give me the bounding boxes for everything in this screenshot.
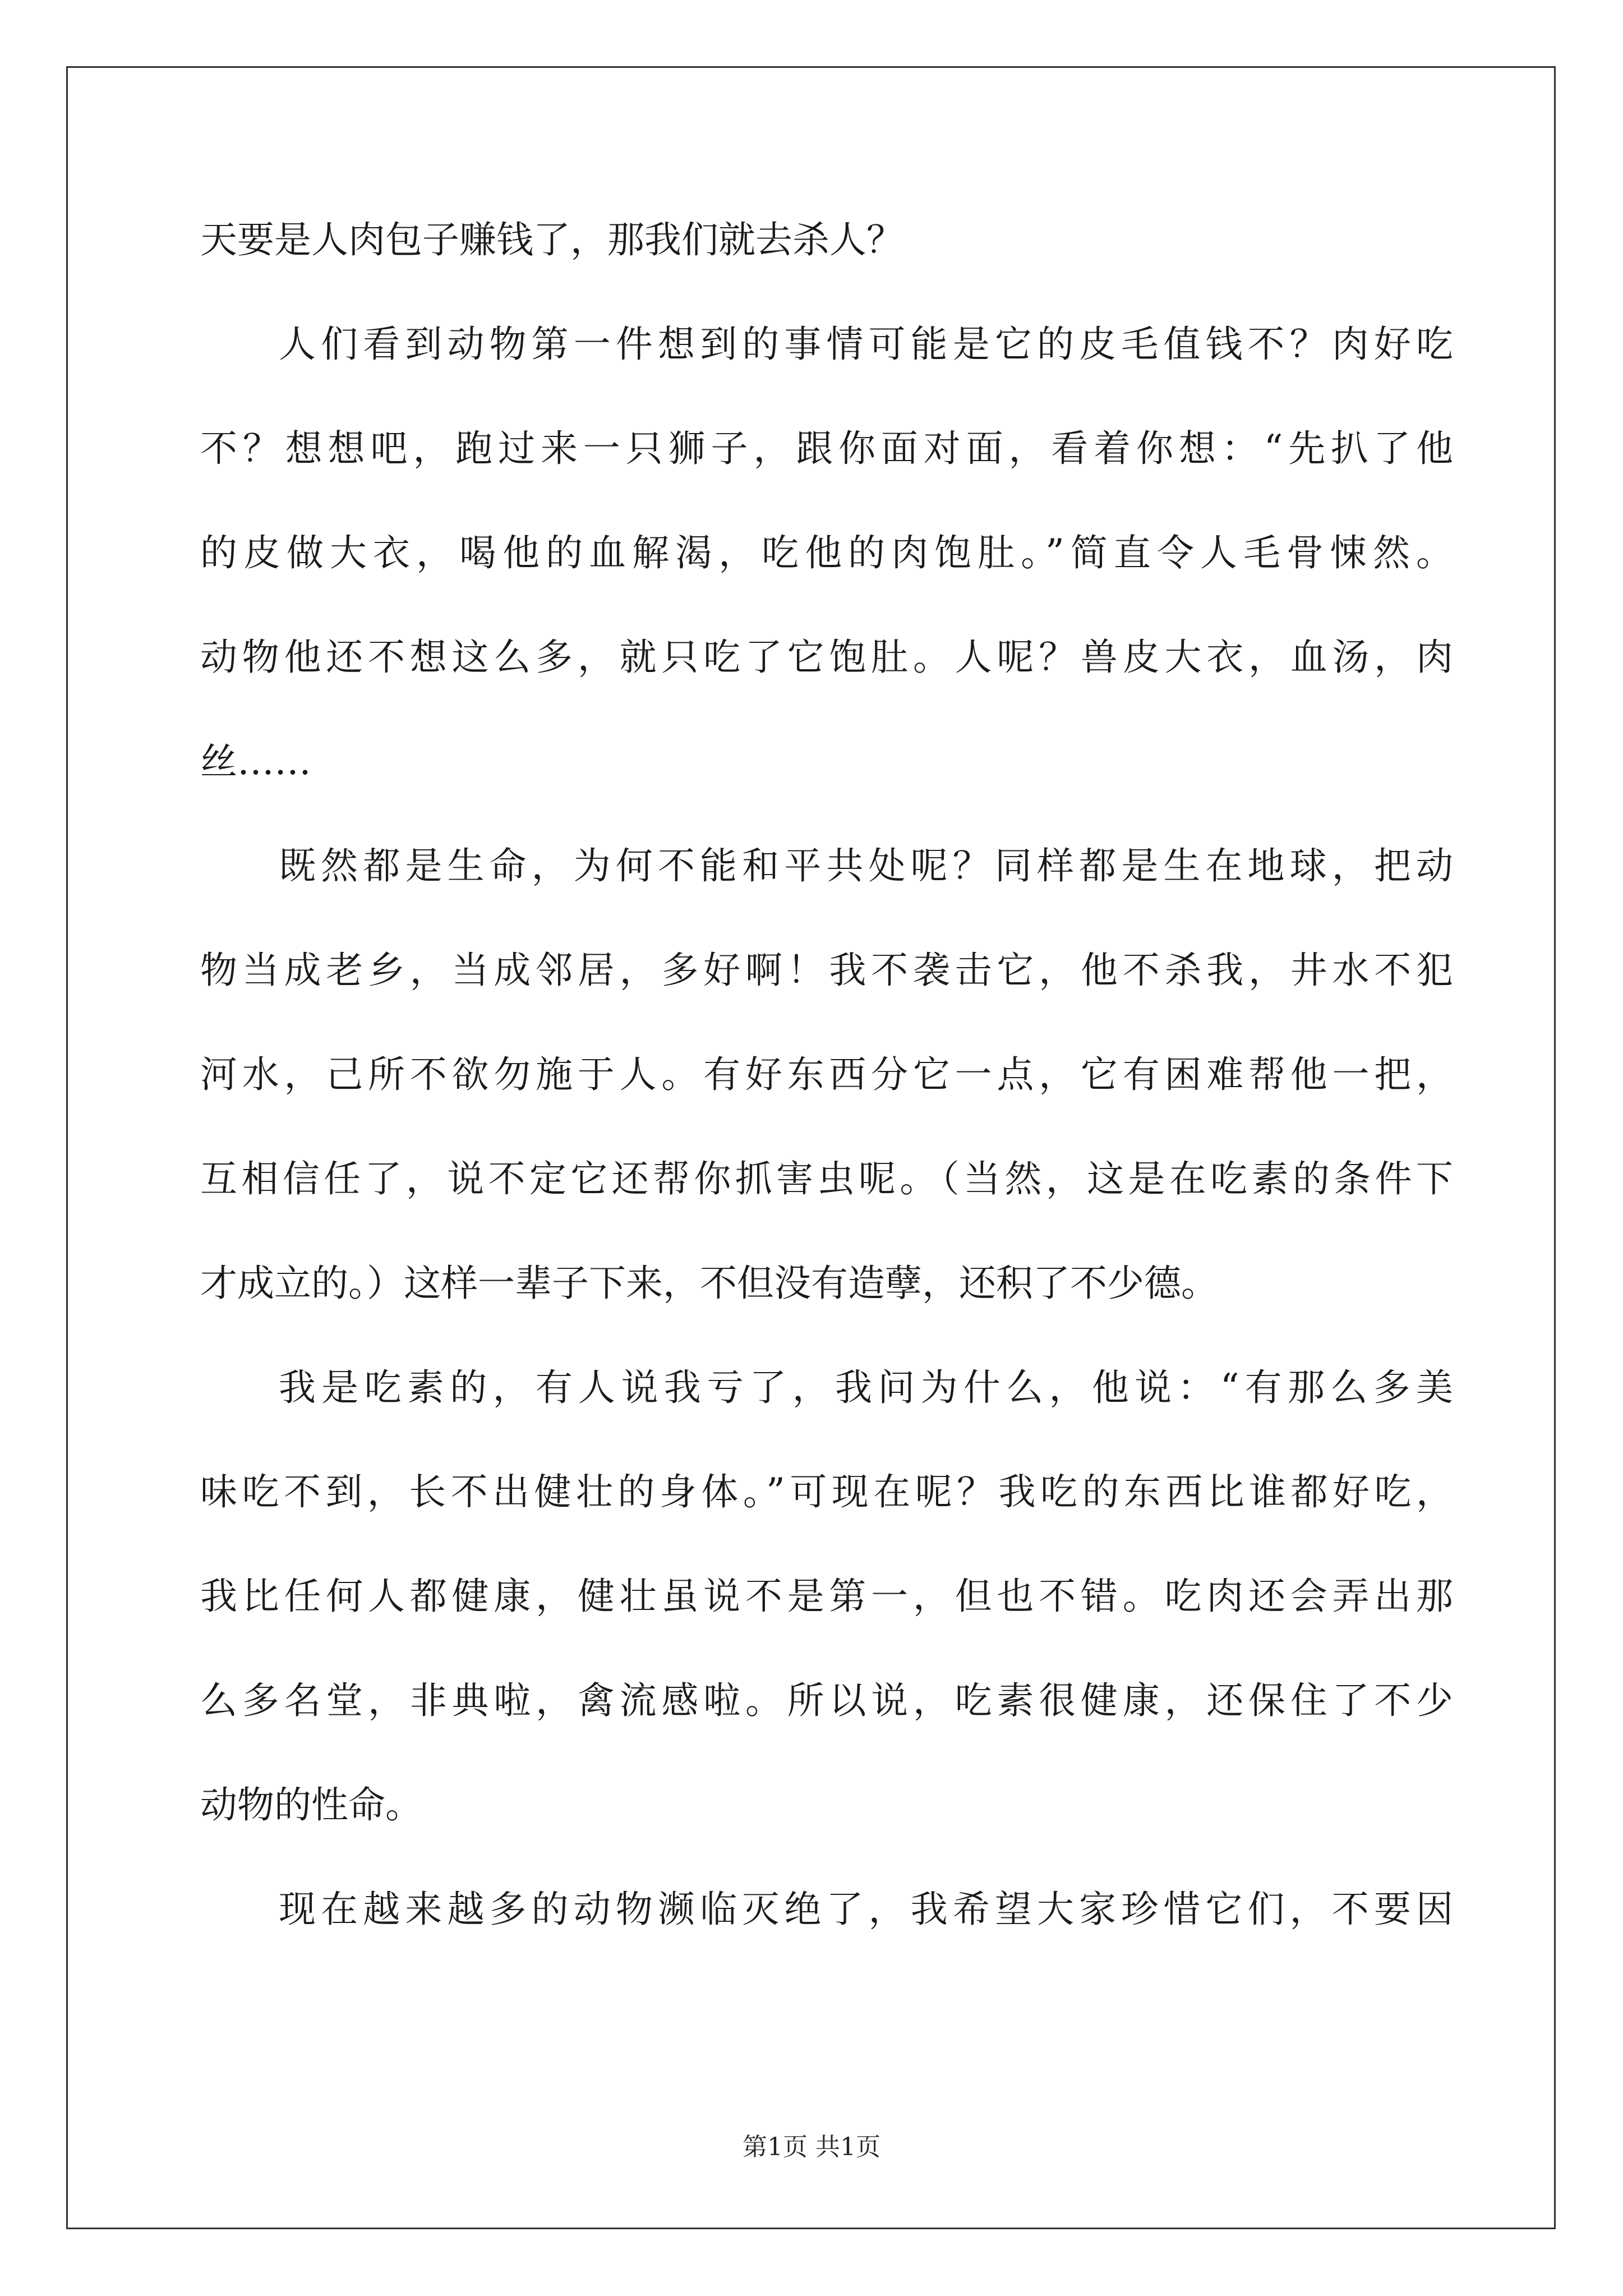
text-line: 才成立的。）这样一辈子下来，不但没有造孽，还积了不少德。: [200, 1262, 1218, 1305]
text-line: 河水，己所不欲勿施于人。有好东西分它一点，它有困难帮他一把，: [200, 1053, 1453, 1096]
text-line: 动物他还不想这么多，就只吃了它饱肚。人呢？兽皮大衣，血汤，肉: [200, 636, 1453, 679]
paragraph-start-line: 人们看到动物第一件想到的事情可能是它的皮毛值钱不？肉好吃: [279, 323, 1453, 366]
text-line: 么多名堂，非典啦，禽流感啦。所以说，吃素很健康，还保住了不少: [200, 1679, 1453, 1722]
text-line: 丝……: [200, 740, 311, 783]
text-line: 天要是人肉包子赚钱了，那我们就去杀人？: [200, 218, 903, 261]
text-line: 我比任何人都健康，健壮虽说不是第一，但也不错。吃肉还会弄出那: [200, 1575, 1453, 1618]
page-number-footer: 第1页 共1页: [743, 2133, 880, 2161]
paragraph-start-line: 现在越来越多的动物濒临灭绝了，我希望大家珍惜它们，不要因: [279, 1888, 1453, 1931]
paragraph-start-line: 我是吃素的，有人说我亏了，我问为什么，他说：“有那么多美: [279, 1366, 1453, 1409]
text-line: 动物的性命。: [200, 1783, 422, 1826]
text-line: 物当成老乡，当成邻居，多好啊！我不袭击它，他不杀我，井水不犯: [200, 949, 1453, 992]
text-line: 味吃不到，长不出健壮的身体。”可现在呢？我吃的东西比谁都好吃，: [200, 1470, 1453, 1513]
paragraph-start-line: 既然都是生命，为何不能和平共处呢？同样都是生在地球，把动: [279, 844, 1453, 887]
text-line: 的皮做大衣，喝他的血解渴，吃他的肉饱肚。”简直令人毛骨悚然。: [200, 531, 1453, 574]
text-line: 不？想想吧，跑过来一只狮子，跟你面对面，看着你想：“先扒了他: [200, 427, 1453, 470]
text-line: 互相信任了，说不定它还帮你抓害虫呢。（当然，这是在吃素的条件下: [200, 1157, 1453, 1200]
